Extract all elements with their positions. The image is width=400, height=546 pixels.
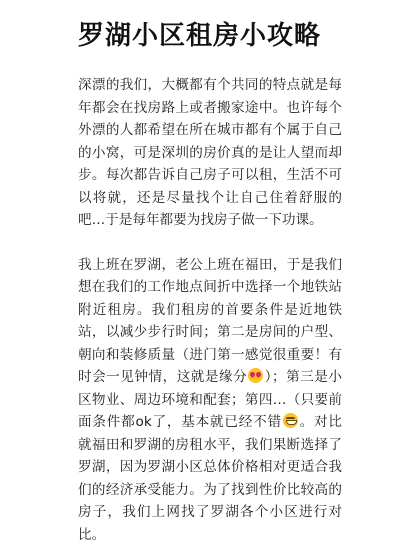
paragraph-2-text-part-2: ）；第三是小区物业、周边环境和配套；第四…（只要前面条件都ok了，基本就已经不错 [78,369,342,430]
paragraph-2-text-part-1: 我上班在罗湖，老公上班在福田，于是我们想在我们的工作地点间折中选择一个地铁站附近租房。我们租房的首要条件是近地铁站，以减少步行时间；第二是房间的户型、朝向和装修质量（进门第一感觉很重要！有时会一见钟情，这就是缘分 [78,257,342,386]
article-paragraph-1: 深漂的我们，大概都有个共同的特点就是每年都会在找房路上或者搬家途中。也许每个外漂的人都希望在所在城市都有个属于自己的小窝，可是深圳的房价真的是让人望而却步。每次都告诉自己房子可以租，生活不可以将就，还是尽量找个让自己住着舒服的吧…于是每年都要为找房子做一下功课。 [78,74,342,232]
article-paragraph-2 [78,254,342,546]
article-title: 罗湖小区租房小攻略 [78,20,342,52]
grinning-sweat-emoji-icon [283,413,298,428]
paragraph-2-text-part-3: 。对比就福田和罗湖的房租水平，我们果断选择了罗湖，因为罗湖小区总体价格相对更适合我们的经济承受能力。为了找到性价比较高的房子，我们上网找了罗湖各个小区进行对比。 [78,414,342,543]
heart-eyes-emoji-icon [248,368,263,383]
